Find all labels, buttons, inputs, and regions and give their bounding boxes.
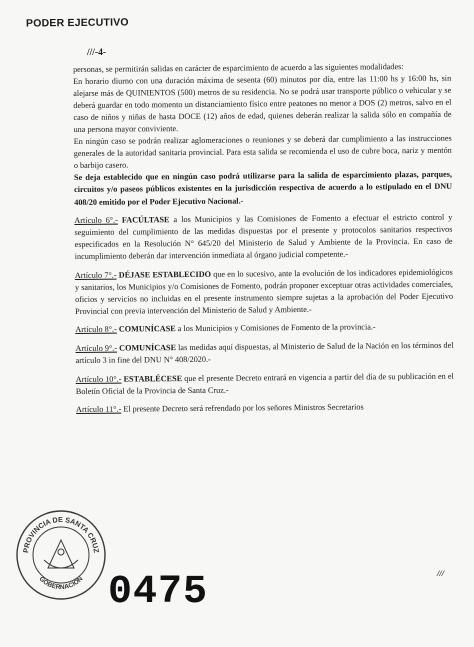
article-9-keyword: COMUNÍCASE xyxy=(119,343,177,353)
continuation-marker: /// xyxy=(437,568,445,578)
stamp-number: 0475 xyxy=(108,570,209,615)
article-7-label: Artículo 7°.- xyxy=(74,270,117,280)
article-10-text: que el presente Decreto entrará en vigencia a partir del día de su publicación en el Boletín Oficial de la Provincia de Santa Cruz.- xyxy=(75,371,454,396)
article-6-label: Artículo 6°.- xyxy=(74,215,118,226)
article-8 xyxy=(75,321,453,336)
article-9-text: las medidas aquí dispuestas, al Ministerio de Salud de la Nación en los términos del artículo 3 in fine del DNU N° 408/2020.- xyxy=(75,340,454,366)
article-10-label: Artículo 10°.- xyxy=(75,374,122,384)
decree-body xyxy=(73,61,454,423)
article-11-text: El presente Decreto será refrendado por los señores Ministros Secretarios xyxy=(121,402,364,414)
official-seal-icon xyxy=(14,508,108,602)
seal-top-text: PROVINCIA DE SANTA CRUZ xyxy=(21,514,101,554)
article-9-label: Artículo 9°.- xyxy=(75,343,118,353)
article-6 xyxy=(74,212,452,263)
paragraph-no-gatherings: En ningún caso se podrán realizar aglomeraciones o reuniones y se deberá dar cumplimiento a las instrucciones generales de la autoridad sanitaria provincial. Para esta salida se recomienda el uso de cubre boca, nariz y mentón o barbijo casero. xyxy=(73,133,452,171)
page-header-title: PODER EJECUTIVO xyxy=(25,16,129,30)
article-11 xyxy=(76,401,454,416)
article-11-label: Artículo 11°.- xyxy=(75,404,122,415)
article-10 xyxy=(76,370,454,397)
article-6-text: a los Municipios y las Comisiones de Fomento a efectuar el estricto control y seguimiento del cumplimiento de las medidas dispuestas por el presente y protocolos sanitarios respectivos especificados en la Resolución N° 645/20 del Ministerio de Salud y Ambiente de la Provincia. En caso de incumplimiento deberán dar intervención inmediata al órgano judicial competente.- xyxy=(74,212,453,262)
article-7-text: que en lo sucesivo, ante la evolución de los indicadores epidemiológicos y sanitarios, los Municipios y/o Comisiones de Fomento, podrán proponer exceptuar otras actividades comerciales, oficios y servicios no incluidas en el presente instrumento siempre sujetas a la aprobación del Poder Ejecutivo Provincial con previa intervención del Ministerio de Salud y Ambiente.- xyxy=(74,267,454,316)
article-7 xyxy=(75,266,453,317)
seal-bottom-text: GOBERNACIÓN xyxy=(37,575,85,592)
article-7-keyword: DÉJASE ESTABLECIDO xyxy=(118,269,212,280)
paragraph-public-spaces: Se deja establecido que en ningún caso podrá utilizarse para la salida de esparcimiento plazas, parques, circuitos y/o paseos públicos existentes en la jurisdicción respectiva de acuerdo a lo estipulado en el DNU 408/20 emitido por el Poder Ejecutivo Nacional.- xyxy=(73,170,453,207)
article-6-keyword: FACÚLTASE xyxy=(121,215,170,225)
article-8-label: Artículo 8°.- xyxy=(75,325,117,335)
article-8-keyword: COMUNÍCASE xyxy=(118,324,176,335)
article-8-text: a los Municipios y Comisiones de Fomento de la provincia.- xyxy=(175,322,376,334)
paragraph-schedule: En horario diurno con una duración máxima de sesenta (60) minutos por día, entre las 11:00 hs y 16:00 hs, sin alejarse más de QUINIENTOS (500) metros de su residencia. No se podrá usar transporte público o vehicular y se deberá guardar en todo momento un distanciamiento físico entre peatones no menor a DOS (2) metros, salvo en el caso de niños y niñas de hasta DOCE (12) años de edad, quienes deberán realizar la salida sólo en compañía de una persona mayor conviviente. xyxy=(73,73,452,135)
article-9 xyxy=(75,340,453,367)
article-10-keyword: ESTABLÉCESE xyxy=(123,373,183,384)
page-number-marker: ///-4- xyxy=(87,48,106,58)
paragraph-intro: personas, se permitirán salidas en carácter de esparcimiento de acuerdo a las siguientes modalidades: xyxy=(73,62,404,74)
